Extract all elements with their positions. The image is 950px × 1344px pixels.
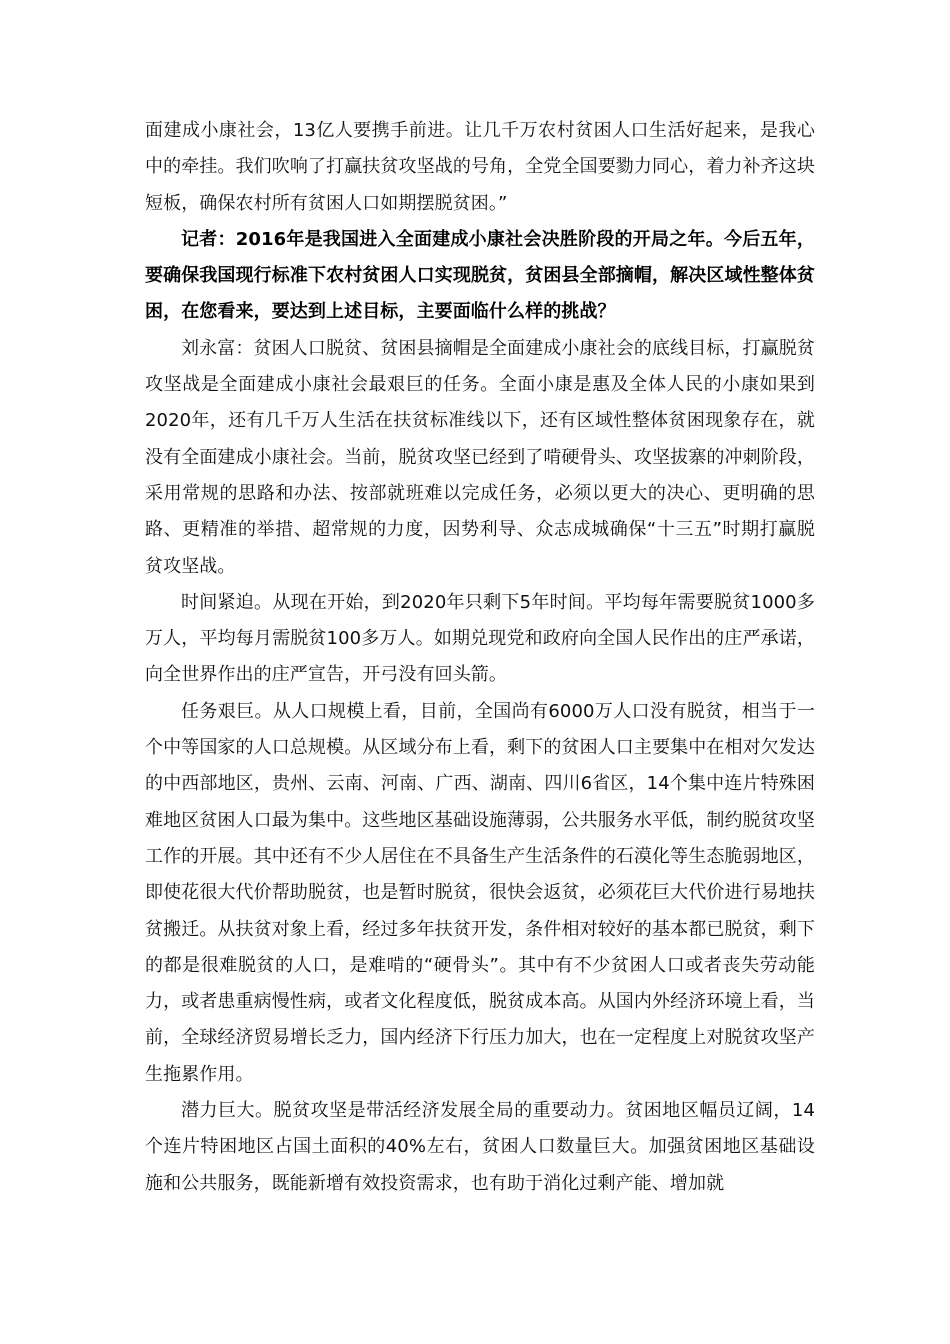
answer-paragraph: 刘永富：贫困人口脱贫、贫困县摘帽是全面建成小康社会的底线目标，打赢脱贫攻坚战是全面建成小康社会最艰巨的任务。全面小康是惠及全体人民的小康如果到2020年，还有几千万人生活在扶贫标准线以下，还有区域性整体贫困现象存在，就没有全面建成小康社会。当前，脱贫攻坚已经到了啃硬骨头、攻坚拔寨的冲刺阶段，采用常规的思路和办法、按部就班难以完成任务，必须以更大的决心、更明确的思路、更精准的举措、超常规的力度，因势利导、众志成城确保“十三五”时期打赢脱贫攻坚战。 (145, 337, 815, 577)
body-paragraph: 潜力巨大。脱贫攻坚是带活经济发展全局的重要动力。贫困地区幅员辽阔，14个连片特困地区占国土面积的40%左右，贫困人口数量巨大。加强贫困地区基础设施和公共服务，既能新增有效投资需求，也有助于消化过剩产能、增加就 (145, 1100, 815, 1194)
body-paragraph: 时间紧迫。从现在开始，到2020年只剩下5年时间。平均每年需要脱贫1000多万人，平均每月需脱贫100多万人。如期兑现党和政府向全国人民作出的庄严承诺，向全世界作出的庄严宣告，开弓没有回头箭。 (145, 591, 815, 686)
body-paragraph: 任务艰巨。从人口规模上看，目前，全国尚有6000万人口没有脱贫，相当于一个中等国家的人口总规模。从区域分布上看，剩下的贫困人口主要集中在相对欠发达的中西部地区，贵州、云南、河南、广西、湖南、四川6省区，14个集中连片特殊困难地区贫困人口最为集中。这些地区基础设施薄弱，公共服务水平低，制约脱贫攻坚工作的开展。其中还有不少人居住在不具备生产生活条件的石漠化等生态脆弱地区，即使花很大代价帮助脱贫，也是暂时脱贫，很快会返贫，必须花巨大代价进行易地扶贫搬迁。从扶贫对象上看，经过多年扶贫开发，条件相对较好的基本都已脱贫，剩下的都是很难脱贫的人口，是难啃的“硬骨头”。其中有不少贫困人口或者丧失劳动能力，或者患重病慢性病，或者文化程度低，脱贫成本高。从国内外经济环境上看，当前，全球经济贸易增长乏力，国内经济下行压力加大，也在一定程度上对脱贫攻坚产生拖累作用。 (145, 700, 815, 1085)
paragraph-continuation: 面建成小康社会，13亿人要携手前进。让几千万农村贫困人口生活好起来，是我心中的牵挂。我们吹响了打赢扶贫攻坚战的号角，全党全国要勠力同心，着力补齐这块短板，确保农村所有贫困人口如期摆脱贫困。” (145, 120, 815, 214)
document-body (145, 113, 815, 1202)
reporter-question: 记者：2016年是我国进入全面建成小康社会决胜阶段的开局之年。今后五年，要确保我国现行标准下农村贫困人口实现脱贫，贫困县全部摘帽，解决区域性整体贫困，在您看来，要达到上述目标，主要面临什么样的挑战？ (145, 228, 815, 323)
